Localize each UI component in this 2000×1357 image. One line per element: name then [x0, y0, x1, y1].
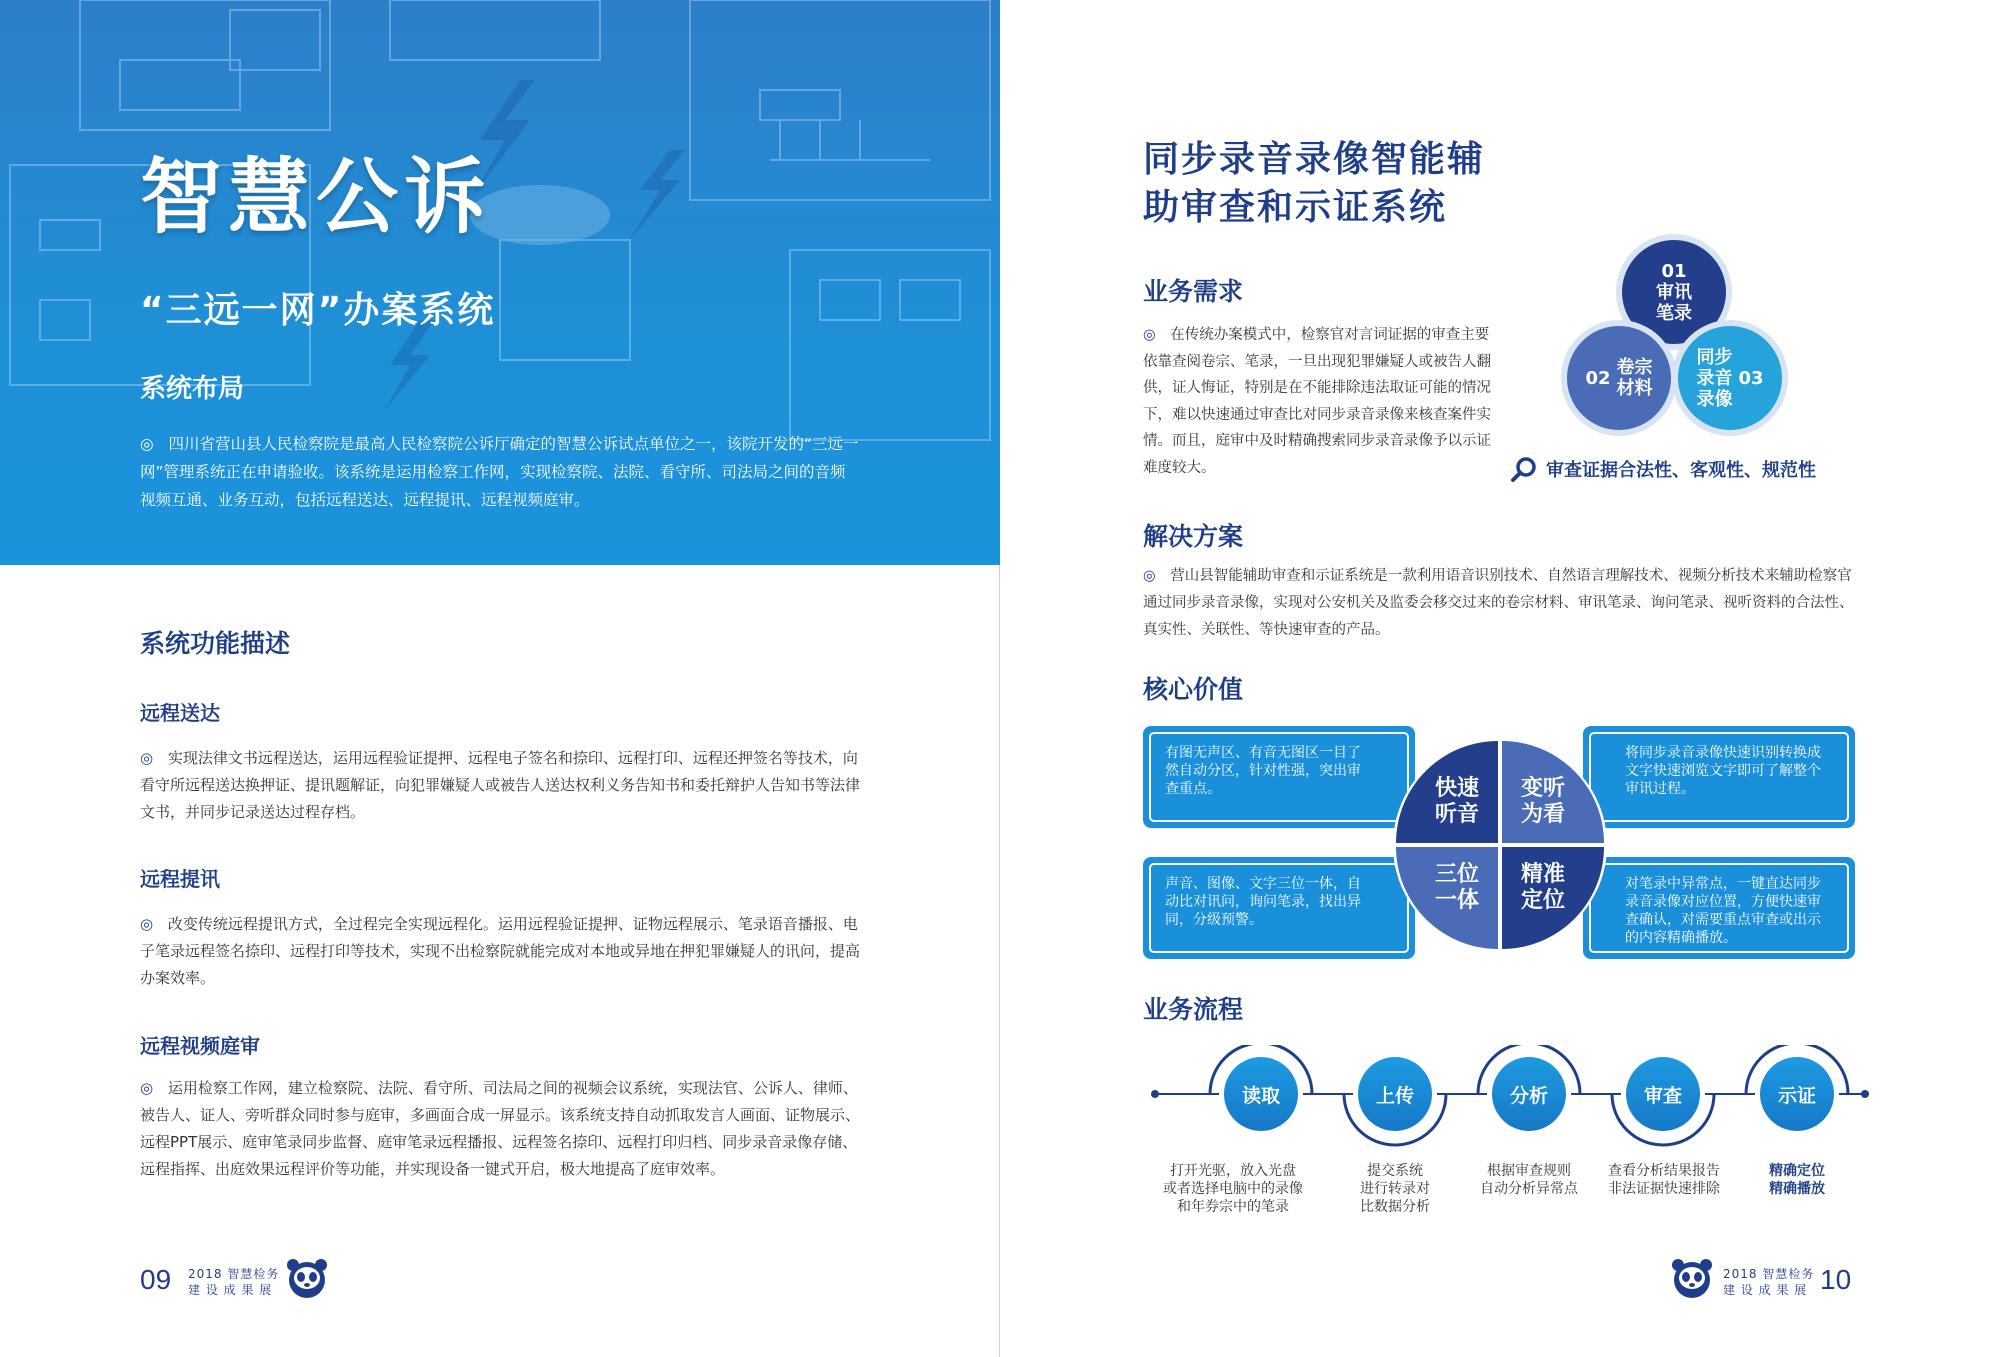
page-number-right: 10: [1820, 1264, 1852, 1295]
bullet-icon: ◎: [140, 749, 154, 767]
flow-step-review: 审查: [1626, 1057, 1700, 1131]
remote-interrogation-heading: 远程提讯: [140, 867, 220, 891]
core-text-top-left: 有图无声区、有音无图区一目了然自动分区，针对性强，突出审查重点。: [1149, 732, 1409, 822]
system-title: [1143, 136, 1485, 232]
remote-trial-heading: 远程视频庭审: [140, 1034, 260, 1058]
layout-heading: 系统布局: [140, 374, 245, 404]
footer-line1: 2018 智慧检务: [1723, 1267, 1815, 1281]
flow-step-upload: 上传: [1358, 1057, 1432, 1131]
remote-delivery-heading: 远程送达: [140, 701, 220, 725]
circle-case-files-num: 02: [1585, 367, 1611, 389]
remote-delivery-paragraph: [140, 745, 860, 826]
quadrant-precise-locate: 精准 定位: [1502, 847, 1604, 949]
quadrant-three-in-one: 三位 一体: [1396, 847, 1498, 949]
quadrant-fast-listen: 快速 听音: [1396, 741, 1498, 843]
bullet-icon: ◎: [140, 1079, 154, 1097]
solution-text: 营山县智能辅助审查和示证系统是一款利用语音识别技术、自然语言理解技术、视频分析技术来辅助检察官通过同步录音录像，实现对公安机关及监委会移交过来的卷宗材料、审讯笔录、询问笔录、视听资料的合法性、真实性、关联性、等快速审查的产品。: [1143, 568, 1854, 638]
core-box-top-right: [1583, 726, 1855, 828]
remote-delivery-text: 实现法律文书远程送达，运用远程验证提押、远程电子签名和捺印、远程打印、远程还押签名等技术，向看守所远程送达换押证、提讯题解证，向犯罪嫌疑人或被告人送达权利义务告知书和委托辩护人告知书等法律文书，并同步记录送达过程存档。: [140, 749, 861, 821]
needs-text: 在传统办案模式中，检察官对言词证据的审查主要依靠查阅卷宗、笔录，一旦出现犯罪嫌疑人或被告人翻供，证人悔证，特别是在不能排除违法取证可能的情况下，难以快速通过审查比对同步录音录像来核查案件实情。而且，庭审中及时精确搜索同步录音录像予以示证难度较大。: [1143, 327, 1491, 476]
hero-subtitle: “三远一网”办案系统: [140, 290, 496, 331]
core-box-bottom-left: [1143, 857, 1415, 959]
flow-desc-upload: 提交系统 进行转录对 比数据分析: [1360, 1163, 1430, 1215]
bullet-icon: ◎: [1143, 327, 1156, 343]
flow-desc-read: 打开光驱，放入光盘 或者选择电脑中的录像 和年券宗中的笔录: [1163, 1163, 1303, 1215]
solution-title: 解决方案: [1143, 522, 1244, 551]
panda-logo-icon: [284, 1256, 330, 1302]
panda-logo-icon: [1669, 1256, 1715, 1302]
flow-desc-analyze: 根据审查规则 自动分析异常点: [1480, 1163, 1578, 1197]
remote-trial-paragraph: [140, 1075, 860, 1183]
needs-title: 业务需求: [1143, 277, 1244, 306]
review-caption-text: 审查证据合法性、客观性、规范性: [1546, 460, 1816, 481]
right-page: [1000, 0, 2000, 1357]
layout-text: 四川省营山县人民检察院是最高人民检察院公诉厅确定的智慧公诉试点单位之一，该院开发的“三远一网”管理系统正在申请验收。该系统是运用检察工作网，实现检察院、法院、看守所、司法局之间的音频视频互通、业务互动，包括远程送达、远程提讯、远程视频庭审。: [140, 435, 859, 509]
flow-step-read: 读取: [1224, 1057, 1298, 1131]
bullet-icon: ◎: [140, 435, 154, 453]
review-caption: [1510, 455, 1816, 483]
hero-banner: [0, 0, 1000, 565]
footer-line2: 建 设 成 果 展: [188, 1283, 273, 1297]
solution-paragraph: [1143, 563, 1863, 644]
circle-sync-recording-num: 03: [1738, 367, 1764, 389]
evidence-circles: [1565, 236, 1805, 436]
bullet-icon: ◎: [1143, 568, 1156, 584]
flow-step-analyze: 分析: [1492, 1057, 1566, 1131]
remote-trial-text: 运用检察工作网，建立检察院、法院、看守所、司法局之间的视频会议系统，实现法官、公诉人、律师、被告人、证人、旁听群众同时参与庭审，多画面合成一屏显示。该系统支持自动抓取发言人画面、证物展示、远程PPT展示、庭审笔录同步监督、庭审笔录远程播报、远程签名捺印、远程打印归档、同步录音录像存储、远程指挥、出庭效果远程评价等功能，并实现设备一键式开启，极大地提高了庭审效率。: [140, 1079, 861, 1178]
remote-interrogation-text: 改变传统远程提讯方式，全过程完全实现远程化。运用远程验证提押、证物远程展示、笔录语音播报、电子笔录远程签名捺印、远程打印等技术，实现不出检察院就能完成对本地或异地在押犯罪嫌疑人的讯问，提高办案效率。: [140, 915, 861, 987]
flow-step-present: 示证: [1760, 1057, 1834, 1131]
core-text-bottom-right: 对笔录中异常点，一键直达同步录音录像对应位置，方便快速审查确认，对需要重点审查或出示的内容精确播放。: [1589, 863, 1849, 953]
bullet-icon: ◎: [140, 915, 154, 933]
core-value-title: 核心价值: [1143, 675, 1244, 704]
hero-title: 智慧公诉: [140, 150, 493, 245]
flow-desc-review: 查看分析结果报告 非法证据快速排除: [1608, 1163, 1720, 1197]
system-title-line1: 同步录音录像智能辅: [1143, 139, 1486, 180]
circle-case-files-text: 卷宗 材料: [1616, 357, 1653, 399]
core-box-top-left: [1143, 726, 1415, 828]
system-title-line2: 助审查和示证系统: [1143, 187, 1448, 228]
core-text-top-right: 将同步录音录像快速识别转换成文字快速浏览文字即可了解整个审讯过程。: [1589, 732, 1849, 822]
circle-interrogation-record: 01 审讯 笔录: [1616, 234, 1732, 350]
flow-title: 业务流程: [1143, 995, 1244, 1024]
functions-title: 系统功能描述: [140, 629, 291, 658]
core-text-bottom-left: 声音、图像、文字三位一体，自动比对讯问，询问笔录，找出异同，分级预警。: [1149, 863, 1409, 953]
core-box-bottom-right: [1583, 857, 1855, 959]
footer-line1: 2018 智慧检务: [188, 1267, 280, 1281]
circle-sync-recording: [1672, 320, 1788, 436]
needs-paragraph: [1143, 322, 1503, 481]
remote-interrogation-paragraph: [140, 911, 860, 992]
footer-caption-right: [1723, 1266, 1814, 1298]
quadrant-listen-to-see: 变听 为看: [1502, 741, 1604, 843]
circle-sync-recording-text: 同步 录音 录像: [1696, 346, 1733, 410]
footer-line2: 建 设 成 果 展: [1723, 1283, 1808, 1297]
flow-desc-present: 精确定位 精确播放: [1769, 1163, 1825, 1197]
page-number-left: 09: [140, 1264, 172, 1295]
magnifier-icon: [1510, 455, 1538, 483]
footer-caption-left: [188, 1266, 279, 1298]
layout-paragraph: [140, 430, 860, 514]
circle-case-files: [1561, 320, 1677, 436]
